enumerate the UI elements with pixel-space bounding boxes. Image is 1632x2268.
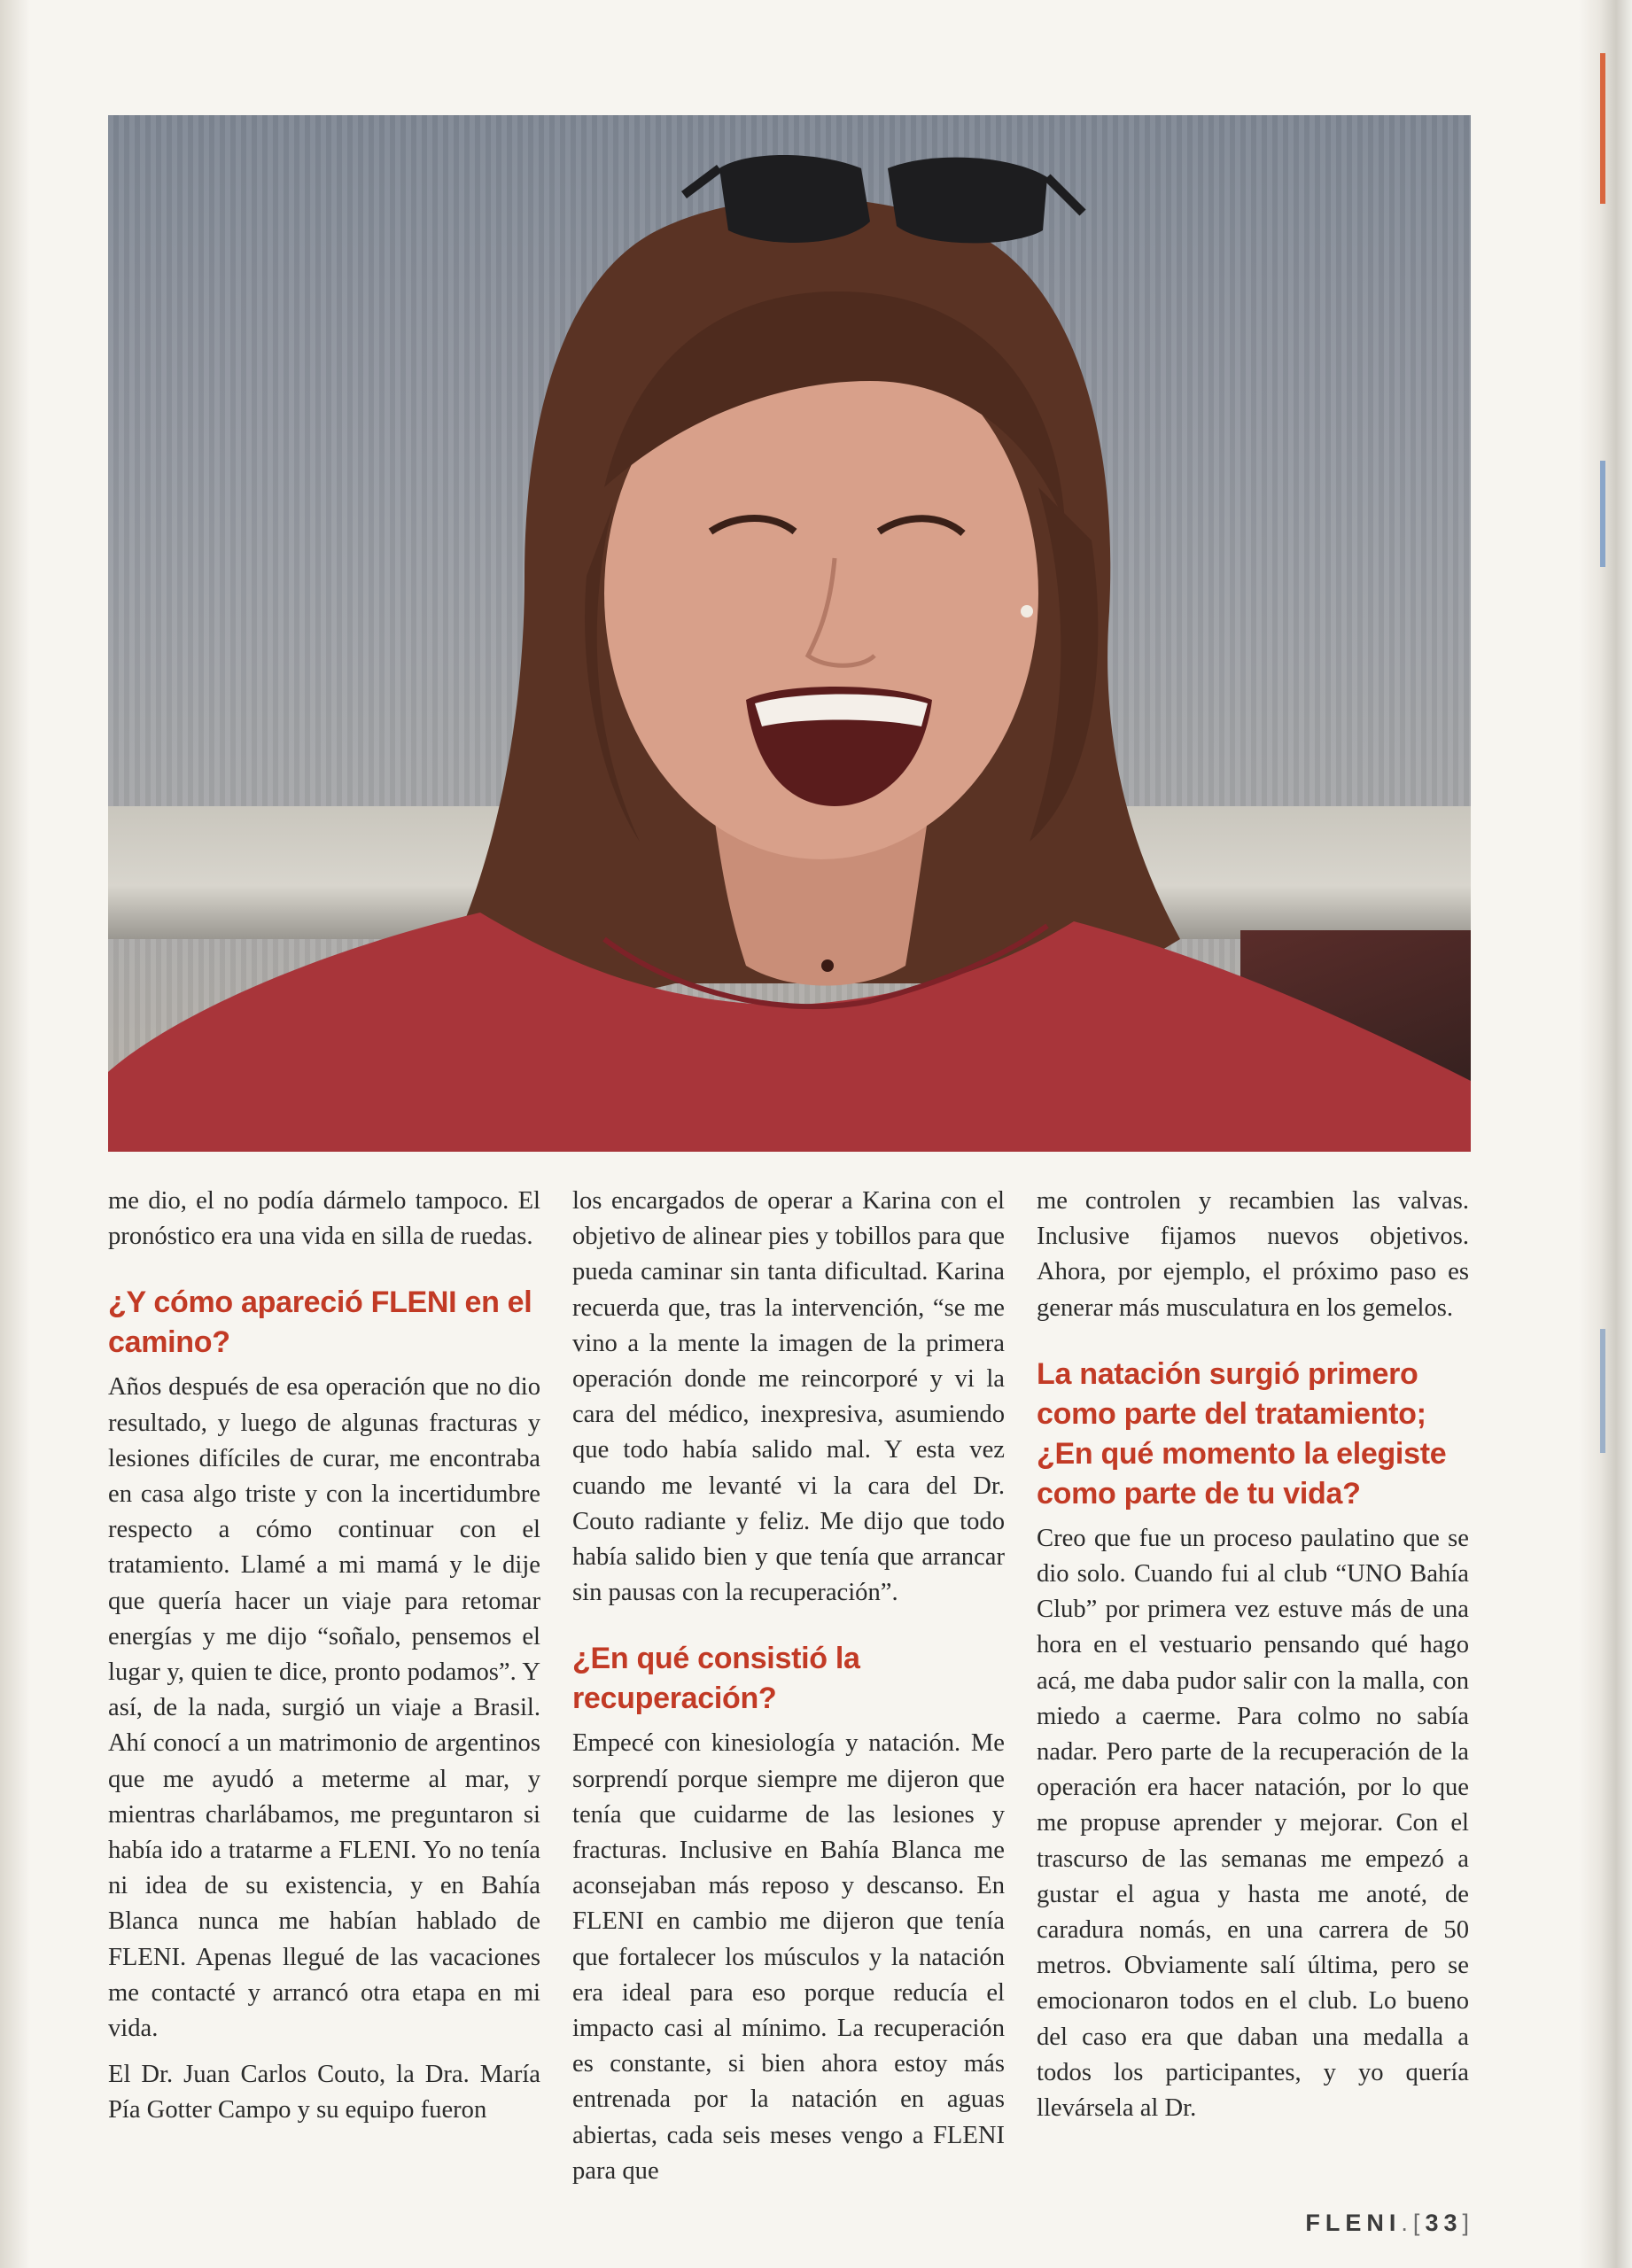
page-folio — [1305, 2210, 1474, 2237]
article-column-2 — [572, 1184, 1005, 2189]
column-1-paragraph-2: Años después de esa operación que no dio resultado, y luego de algunas fracturas y lesiones difíciles de curar, me encontraba en casa algo triste y con la incertidumbre respecto a cómo continuar con el tratamiento. Llamé a mi mamá y le dije que quería hacer un viaje para retomar energías y me dijo “soñalo, pensemos el lugar y, quien te dice, pronto podamos”. Y así, de la nada, surgió un viaje a Brasil. Ahí conocí a un matrimonio de argentinos que me ayudó a meterme al mar, y mientras charlábamos, me preguntaron si había ido a tratarme a FLENI. Yo no tenía ni idea de su existencia, y en Bahía Blanca nunca me habían hablado de FLENI. Apenas llegué de las vacaciones me contacté y arrancó otra etapa en mi vida. — [108, 1373, 540, 2043]
column-1-paragraph-3: El Dr. Juan Carlos Couto, la Dra. María Pía Gotter Campo y su equipo fueron — [108, 2061, 540, 2124]
spine-color-mark — [1600, 53, 1605, 204]
page-number: 33 — [1425, 2210, 1463, 2236]
article-column-3 — [1037, 1184, 1469, 2126]
column-3-paragraph-1: me controlen y recambien las valvas. Inclusive fijamos nuevos objetivos. Ahora, por ejemplo, el próximo paso es generar más musculatura en los gemelos. — [1037, 1187, 1469, 1322]
column-2-paragraph-2: Empecé con kinesiología y natación. Me sorprendí porque siempre me dijeron que tenía que cuidarme de las lesiones y fracturas. Inclusive en Bahía Blanca me aconsejaban más reposo y descanso. En FLENI en cambio me dijeron que tenía que fortalecer los músculos y la natación era ideal para eso porque reducía el impacto casi al mínimo. La recuperación es constante, si bien ahora estoy más entrenada por la natación en aguas abiertas, cada seis meses vengo a FLENI para que — [572, 1729, 1005, 2185]
question-heading-recuperacion: ¿En qué consistió la recuperación? — [572, 1642, 860, 1716]
spine-color-mark — [1600, 461, 1605, 567]
question-heading-natacion: La natación surgió primero como parte del tratamiento; ¿En qué momento la elegiste como parte de tu vida? — [1037, 1356, 1447, 1511]
question-heading-fleni: ¿Y cómo apareció FLENI en el camino? — [108, 1285, 532, 1360]
column-3-paragraph-2: Creo que fue un proceso paulatino que se dio solo. Cuando fui al club “UNO Bahía Club” por primera vez estuve más de una hora en el vestuario pensando qué hago acá, me daba pudor salir con la malla, con miedo a caerme. Para colmo no sabía nadar. Pero parte de la recuperación de la operación era hacer natación, por lo que me propuse aprender y mejorar. Con el trascurso de las semanas me empezó a gustar el agua y hasta me anoté, de caradura nomás, en una carrera de 50 metros. Obviamente salí última, pero se emocionaron todos en el club. Lo bueno del caso era que daban una medalla a todos los participantes, y yo quería llevársela al Dr. — [1037, 1524, 1469, 2123]
article-column-1 — [108, 1184, 540, 2129]
folio-close-bracket: ] — [1462, 2210, 1474, 2236]
folio-open-bracket: [ — [1412, 2210, 1426, 2236]
spine-color-mark — [1600, 1329, 1605, 1453]
article-photo — [108, 115, 1471, 1152]
column-1-paragraph-1: me dio, el no podía dármelo tampoco. El pronóstico era una vida en silla de ruedas. — [108, 1187, 540, 1251]
column-2-paragraph-1: los encargados de operar a Karina con el objetivo de alinear pies y tobillos para que pueda caminar sin tanta dificultad. Karina recuerda que, tras la intervención, “se me vino a la mente la imagen de la primera operación donde me reincorporé y vi la cara del médico, inexpresiva, asumiendo que todo había salido mal. Y esta vez cuando me levanté vi la cara del Dr. Couto radiante y feliz. Me dijo que todo había salido bien y que tenía que arrancar sin pausas con la recuperación”. — [572, 1187, 1005, 1607]
magazine-name: FLENI — [1305, 2210, 1402, 2236]
folio-dot: . — [1401, 2210, 1413, 2236]
page-spine — [1579, 0, 1632, 2268]
woman-laughing-illustration — [108, 115, 1471, 1152]
page-gutter-shadow — [0, 0, 30, 2268]
